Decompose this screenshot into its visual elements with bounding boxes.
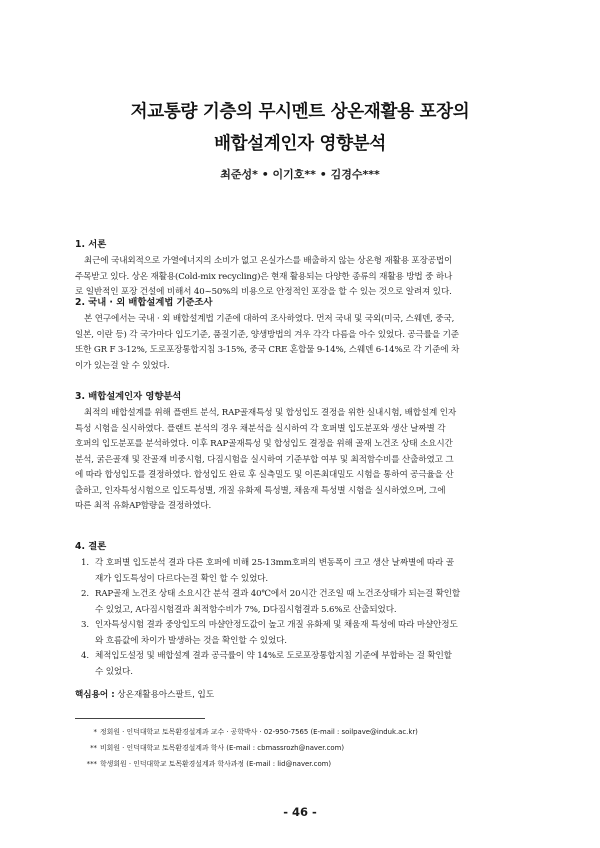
footnotes — [75, 724, 418, 772]
footnote-divider — [75, 718, 205, 719]
paper-title — [60, 96, 540, 160]
footnote-mark: *** — [86, 760, 97, 768]
section-body — [75, 254, 535, 301]
title-line-1: 저교통량 기층의 무시멘트 상온재활용 포장의 — [130, 102, 470, 122]
conclusion-item — [75, 587, 535, 618]
item-number: 2. — [81, 589, 89, 599]
section-introduction — [75, 238, 535, 301]
footnote — [75, 724, 418, 740]
footnote — [75, 756, 418, 772]
section-heading: 4. 결론 — [75, 541, 107, 552]
keywords — [75, 688, 214, 700]
section-factor-analysis — [75, 390, 535, 515]
item-line: 체적입도설정 및 배합설계 결과 공극률이 약 14%로 도로포장통합지침 기준에 부합하는 걸 확인할 — [95, 651, 452, 661]
conclusion-item — [75, 649, 535, 680]
conclusion-item — [75, 556, 535, 587]
item-number: 1. — [81, 558, 89, 568]
footnote-mark: * — [93, 728, 97, 736]
body-line: 분석, 굵은골재 및 잔골재 비중시험, 다짐시험을 실시하여 기준부합 여부 및 최적함수비를 산출하였고 그 — [75, 454, 454, 465]
item-line: 재가 입도특성이 다르다는걸 확인 할 수 있었다. — [95, 573, 268, 584]
section-heading: 3. 배합설계인자 영향분석 — [75, 391, 182, 402]
body-line: 따른 최적 유화AP함량을 결정하였다. — [75, 501, 212, 511]
item-line: 수 있었다. — [95, 666, 133, 677]
body-line: 에 따라 합성입도를 결정하였다. 합성입도 완료 후 실측밀도 및 이론최대밀도 시험을 통하여 공극율을 산 — [75, 470, 454, 480]
footnote — [75, 740, 418, 756]
keywords-value: 상온재활용아스팔트, 입도 — [117, 690, 215, 700]
item-number: 4. — [81, 651, 89, 661]
body-line: 일본, 이란 등) 각 국가마다 입도기준, 품질기준, 양생방법의 겨우 각각 다름을 아수 있었다. 공극률을 기준 — [75, 329, 459, 340]
conclusion-item — [75, 618, 535, 649]
body-line: 최적의 배합설계를 위해 플랜트 분석, RAP골재특성 및 합성입도 결정을 위한 실내시험, 배합설계 인자 — [84, 408, 457, 418]
footnote-text: 학생회원 · 인덕대학교 토목환경설계과 학사과정 (E-mail : lid@naver.com) — [100, 760, 332, 768]
section-heading: 1. 서론 — [75, 239, 107, 250]
body-line: 또한 GR F 3-12%, 도로포장통합지침 3-15%, 중국 CRE 혼합물 9-14%, 스웨덴 6-14%로 각 기준에 차 — [75, 345, 460, 355]
page-number: - 46 - — [283, 805, 317, 819]
keywords-label: 핵심용어 : — [75, 690, 115, 700]
section-conclusion — [75, 540, 535, 680]
body-line: 로 일반적인 포장 건설에 비해서 40~50%의 비용으로 안정적인 포장을 할 수 있는 것으로 알려져 있다. — [75, 287, 452, 297]
item-line: 인자특성시험 결과 중앙입도의 마샬안정도값이 높고 개질 유화제 및 채움재 특성에 따라 마샬안정도 — [95, 620, 458, 630]
title-line-2: 배합설계인자 영향분석 — [214, 134, 386, 154]
body-line: 본 연구에서는 국내 · 외 배합설계법 기준에 대하여 조사하였다. 먼저 국내 및 국외(미국, 스웨덴, 중국, — [84, 314, 455, 324]
section-body — [75, 312, 535, 374]
footnote-text: 비회원 · 인덕대학교 토목환경설계과 학사 (E-mail : cbmassrozh@naver.com) — [100, 744, 345, 752]
section-standards-survey — [75, 296, 535, 374]
footnote-mark: ** — [90, 744, 97, 752]
item-number: 3. — [81, 620, 89, 630]
body-line: 호퍼의 입도분포를 분석하였다. 이후 RAP골재특성 및 합성입도 결정을 위해 골재 노건조 상태 소요시간 — [75, 439, 453, 449]
item-line: 와 흐름값에 차이가 발생하는 것을 확인할 수 있었다. — [95, 635, 287, 646]
footnote-text: 정회원 · 인덕대학교 토목환경설계과 교수 · 공학박사 · 02-950-7565 (E-mail : soilpave@induk.ac.kr) — [100, 728, 418, 736]
author-list: 최준성* • 이기호** • 김경수*** — [220, 168, 380, 181]
body-line: 이가 있는걸 알 수 있었다. — [75, 360, 170, 371]
section-heading: 2. 국내 · 외 배합설계법 기준조사 — [75, 297, 213, 308]
section-body — [75, 406, 535, 515]
body-line: 특성 시험을 실시하였다. 플랜트 분석의 경우 채분석을 실시하여 각 호퍼별 입도분포와 생산 날짜별 각 — [75, 423, 446, 434]
body-line: 주목받고 있다. 상온 재활용(Cold-mix recycling)은 현재 활용되는 다양한 종류의 재활용 방법 중 하나 — [75, 271, 453, 282]
item-line: 각 호퍼별 입도분석 결과 다른 호퍼에 비해 25-13mm호퍼의 변동폭이 크고 생산 날짜별에 따라 골 — [95, 558, 454, 568]
body-line: 최근에 국내외적으로 가열에너지의 소비가 없고 온실가스를 배출하지 않는 상온형 재활용 포장공법이 — [84, 256, 453, 266]
item-line: RAP골재 노건조 상태 소요시간 분석 결과 40℃에서 20시간 건조일 때 노건조상태가 되는걸 확인할 — [95, 589, 461, 599]
body-line: 출하고, 인자특성시험으로 입도특성별, 개질 유화제 특성별, 채움재 특성별 시험을 실시하였으며, 그에 — [75, 485, 446, 496]
item-line: 수 있었고, A다짐시험결과 최적함수비가 7%, D다짐시험결과 5.6%로 산출되었다. — [95, 604, 397, 615]
